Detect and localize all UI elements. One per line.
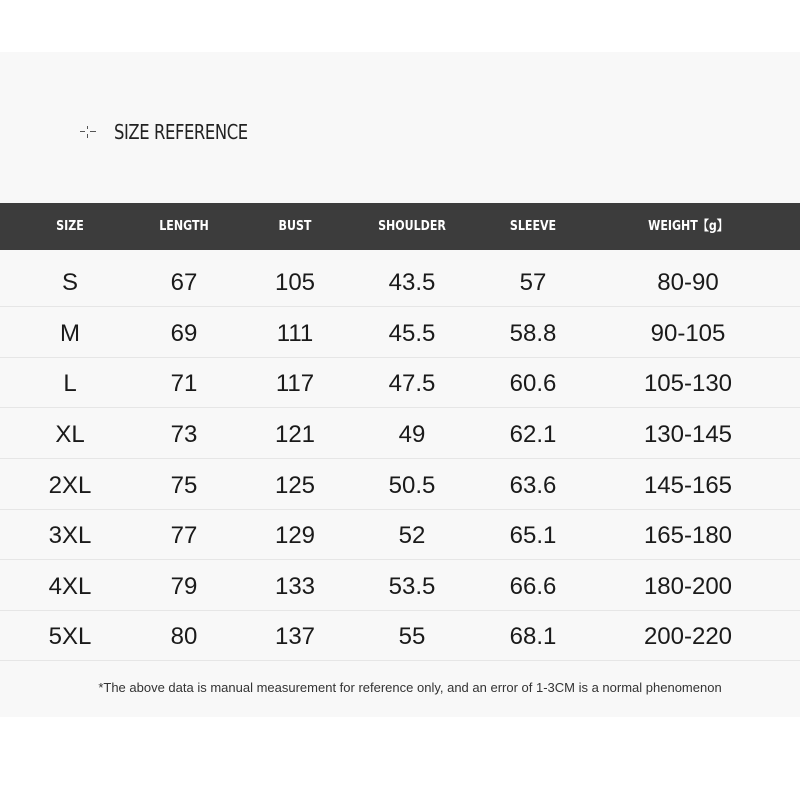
header-sleeve: SLEEVE — [509, 219, 557, 234]
cell-size: 4XL — [48, 573, 92, 600]
cell-shoulder: 50.5 — [388, 472, 436, 499]
cell-shoulder: 53.5 — [388, 573, 436, 600]
cell-bust: 137 — [274, 623, 316, 650]
table-row — [0, 459, 800, 510]
cell-size: 3XL — [48, 522, 92, 549]
cell-sleeve: 60.6 — [509, 370, 557, 397]
measurement-note: *The above data is manual measurement for reference only, and an error of 1-3CM is a normal phenomenon — [98, 680, 722, 695]
cell-bust: 111 — [276, 320, 314, 347]
cell-bust: 133 — [274, 573, 316, 600]
cell-bust: 121 — [274, 421, 316, 448]
header-size: SIZE — [56, 219, 84, 234]
cell-bust: 117 — [275, 370, 315, 397]
cell-sleeve: 58.8 — [509, 320, 557, 347]
cell-length: 73 — [170, 421, 198, 448]
cell-size: M — [60, 320, 80, 347]
table-row — [0, 256, 800, 307]
cell-bust: 125 — [274, 472, 316, 499]
cell-weight: 80-90 — [657, 269, 719, 296]
cell-weight: 90-105 — [650, 320, 726, 347]
table-row — [0, 509, 800, 560]
cell-weight: 200-220 — [643, 623, 733, 650]
cell-size: 5XL — [48, 623, 92, 650]
cell-weight: 130-145 — [643, 421, 733, 448]
title-row — [80, 118, 277, 146]
cell-length: 80 — [170, 623, 198, 650]
cell-bust: 105 — [274, 269, 316, 296]
cell-length: 71 — [170, 370, 198, 397]
cell-shoulder: 43.5 — [388, 269, 436, 296]
table-row — [0, 408, 800, 459]
header-weight: WEIGHT【g】 — [648, 219, 728, 234]
table-row — [0, 610, 800, 661]
cell-sleeve: 65.1 — [509, 522, 557, 549]
cell-size: L — [63, 370, 77, 397]
cell-length: 69 — [170, 320, 198, 347]
cell-weight: 145-165 — [643, 472, 733, 499]
cell-size: S — [61, 269, 78, 296]
cell-shoulder: 45.5 — [388, 320, 436, 347]
cell-size: 2XL — [48, 472, 92, 499]
cell-sleeve: 63.6 — [509, 472, 557, 499]
cell-bust: 129 — [274, 522, 316, 549]
cell-sleeve: 57 — [519, 269, 547, 296]
header-bust: BUST — [278, 219, 312, 234]
cell-sleeve: 68.1 — [509, 623, 557, 650]
cell-shoulder: 52 — [398, 522, 426, 549]
cell-shoulder: 49 — [398, 421, 426, 448]
table-row — [0, 560, 800, 611]
table-header — [0, 203, 800, 250]
header-shoulder: SHOULDER — [378, 219, 446, 234]
cell-weight: 105-130 — [643, 370, 733, 397]
cell-sleeve: 66.6 — [509, 573, 557, 600]
cell-weight: 165-180 — [643, 522, 733, 549]
cell-shoulder: 47.5 — [388, 370, 436, 397]
table-row — [0, 307, 800, 358]
cell-weight: 180-200 — [643, 573, 733, 600]
page-title: SIZE REFERENCE — [114, 120, 248, 144]
crosshair-icon — [80, 124, 96, 140]
cell-length: 67 — [170, 269, 198, 296]
cell-length: 75 — [170, 472, 198, 499]
cell-sleeve: 62.1 — [509, 421, 557, 448]
cell-length: 77 — [170, 522, 198, 549]
cell-size: XL — [55, 421, 85, 448]
header-length: LENGTH — [159, 219, 209, 234]
cell-length: 79 — [170, 573, 198, 600]
table-row — [0, 357, 800, 408]
cell-shoulder: 55 — [398, 623, 426, 650]
